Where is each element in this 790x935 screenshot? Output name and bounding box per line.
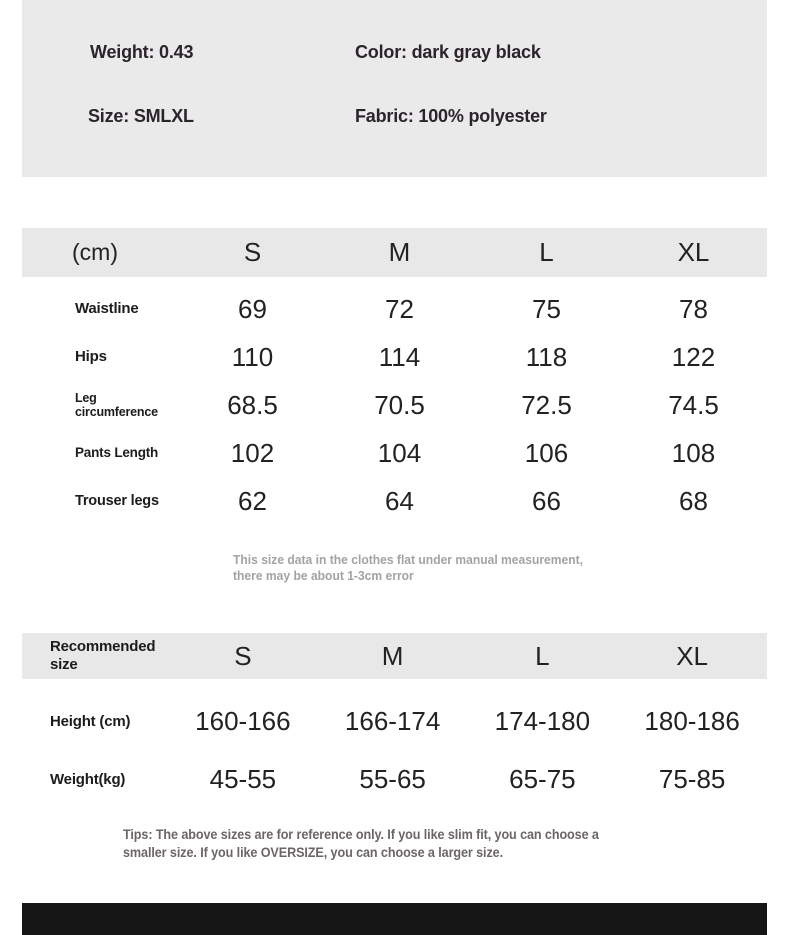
row-label: Height (cm) [50, 712, 131, 730]
size-value-cell: 174-180 [494, 705, 591, 736]
size-col-xl: XL [677, 237, 710, 267]
size-value-cell: 72 [385, 293, 414, 324]
size-value-cell: 114 [378, 341, 421, 372]
size-value-cell: 75-85 [658, 763, 726, 794]
size-tips-line2: smaller size. If you like OVERSIZE, you can choose a larger size. [123, 843, 504, 860]
size-tips [123, 826, 599, 861]
size-value-cell: 72.5 [521, 389, 572, 420]
product-color-text: Color: dark gray black [355, 42, 541, 62]
row-label: Hips [75, 348, 107, 366]
size-value-cell: 180-186 [644, 705, 740, 736]
size-col-l: L [539, 237, 554, 267]
recommended-col-m: M [381, 640, 404, 671]
size-tips-line1: Tips: The above sizes are for reference only. If you like slim fit, you can choose a [123, 826, 599, 842]
size-col-s: S [243, 237, 262, 267]
size-col-m: M [388, 237, 411, 267]
recommended-table-body [22, 679, 767, 808]
size-value-cell: 62 [238, 485, 267, 516]
product-weight-text: Weight: 0.43 [90, 42, 194, 62]
size-value-cell: 69 [238, 293, 267, 324]
recommended-col-xl: XL [676, 640, 709, 671]
size-value-cell: 108 [671, 437, 716, 468]
table-row-weight [22, 750, 767, 808]
bottom-dark-banner [22, 903, 767, 935]
size-value-cell: 65-75 [509, 763, 576, 794]
recommended-col-l: L [535, 640, 550, 671]
size-value-cell: 106 [524, 437, 569, 468]
table-row-pants-length [22, 429, 767, 477]
recommended-size-label: Recommended size [50, 638, 156, 673]
size-value-cell: 66 [532, 485, 561, 516]
size-value-cell: 75 [532, 293, 561, 324]
table-row-waistline [22, 285, 767, 333]
size-table-unit-label: (cm) [72, 239, 118, 265]
table-row-trouser-legs [22, 477, 767, 525]
size-value-cell: 160-166 [195, 705, 291, 736]
size-value-cell: 45-55 [209, 763, 277, 794]
row-label: Leg circumference [75, 390, 158, 419]
size-value-cell: 68 [679, 485, 708, 516]
row-label: Waistline [75, 300, 139, 318]
row-label: Trouser legs [75, 492, 159, 509]
product-info-panel [22, 0, 767, 177]
product-fabric-text: Fabric: 100% polyester [355, 106, 547, 126]
size-value-cell: 55-65 [359, 763, 426, 794]
size-value-cell: 166-174 [344, 705, 441, 736]
size-value-cell: 74.5 [668, 389, 719, 420]
table-row-height [22, 692, 767, 750]
table-row-leg-circumference [22, 381, 767, 429]
size-table-header [22, 228, 767, 277]
measurement-note-line2: there may be about 1-3cm error [233, 567, 414, 583]
size-value-cell: 122 [671, 341, 716, 372]
size-value-cell: 102 [230, 437, 275, 468]
row-label: Weight(kg) [50, 770, 126, 788]
size-table-body [22, 277, 767, 525]
row-label: Pants Length [75, 445, 159, 461]
recommended-table-header [22, 633, 767, 679]
size-value-cell: 110 [231, 341, 274, 372]
measurement-note-line1: This size data in the clothes flat under manual measurement, [233, 552, 584, 567]
measurement-note [233, 552, 583, 583]
size-value-cell: 64 [385, 485, 414, 516]
size-value-cell: 78 [679, 293, 708, 324]
product-size-text: Size: SMLXL [88, 106, 194, 126]
size-value-cell: 70.5 [374, 389, 425, 420]
size-value-cell: 104 [377, 437, 422, 468]
size-value-cell: 68.5 [227, 389, 278, 420]
table-row-hips [22, 333, 767, 381]
size-value-cell: 118 [525, 341, 568, 372]
recommended-col-s: S [234, 640, 252, 671]
